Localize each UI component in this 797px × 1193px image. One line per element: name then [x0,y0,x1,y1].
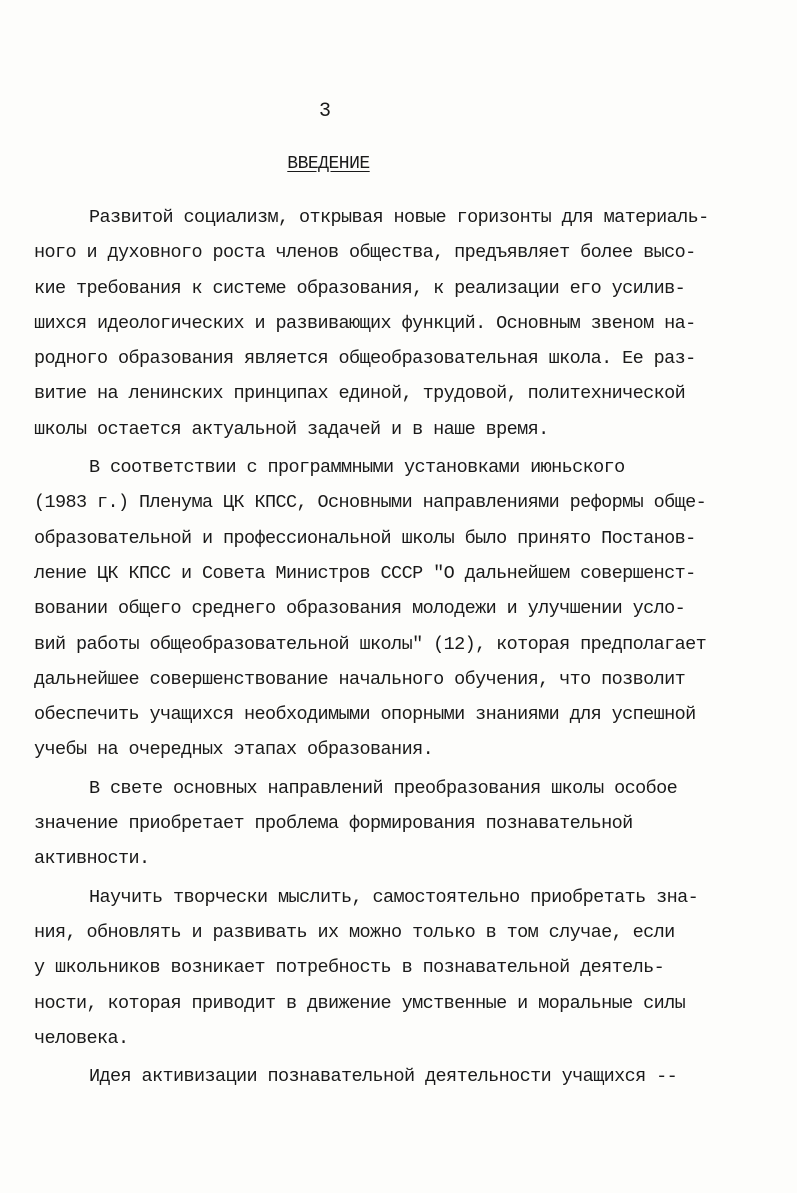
text-line: обеспечить учащихся необходимыми опорными знаниями для успешной [34,704,696,726]
text-line: витие на ленинских принципах единой, трудовой, политехнической [34,383,686,405]
page-number: 3 [318,100,331,123]
text-line: человека. [34,1027,129,1049]
paragraph [34,771,754,877]
text-line: дальнейшее совершенствование начального обучения, что позволит [34,668,686,690]
text-line: образовательной и профессиональной школы было принято Постанов- [34,527,696,549]
text-line: В соответствии с программными установками июньского [89,457,625,479]
paragraph [34,450,754,768]
text-line: родного образования является общеобразовательная школа. Ее раз- [34,348,696,370]
paragraph [34,880,754,1056]
text-line: школы остается актуальной задачей и в наше время. [34,418,549,440]
text-line: В свете основных направлений преобразования школы особое [89,777,678,799]
paragraph [34,200,754,447]
text-line: кие требования к системе образования, к реализации его усилив- [34,277,686,299]
text-line: ния, обновлять и развивать их можно только в том случае, если [34,921,675,943]
text-line: (1983 г.) Пленума ЦК КПСС, Основными направлениями реформы обще- [34,492,707,514]
text-line: активности. [34,848,150,870]
text-line: учебы на очередных этапах образования. [34,739,434,761]
text-line: вовании общего среднего образования молодежи и улучшении усло- [34,598,686,620]
text-line: Научить творчески мыслить, самостоятельно приобретать зна- [89,886,699,908]
text-line: Идея активизации познавательной деятельности учащихся -- [89,1066,678,1088]
section-heading: ВВЕДЕНИЕ [287,154,370,174]
text-line: ление ЦК КПСС и Совета Министров СССР "О дальнейшем совершенст- [34,562,696,584]
text-line: вий работы общеобразовательной школы" (12), которая предполагает [34,633,707,655]
text-line: ности, которая приводит в движение умственные и моральные силы [34,992,686,1014]
text-line: значение приобретает проблема формирования познавательной [34,813,633,835]
text-line: Развитой социализм, открывая новые горизонты для материаль- [89,207,709,228]
paragraph [34,1059,754,1094]
body-text [34,200,754,1094]
text-line: шихся идеологических и развивающих функций. Основным звеном на- [34,312,696,334]
text-line: у школьников возникает потребность в познавательной деятель- [34,957,665,979]
text-line: ного и духовного роста членов общества, предъявляет более высо- [34,242,696,264]
